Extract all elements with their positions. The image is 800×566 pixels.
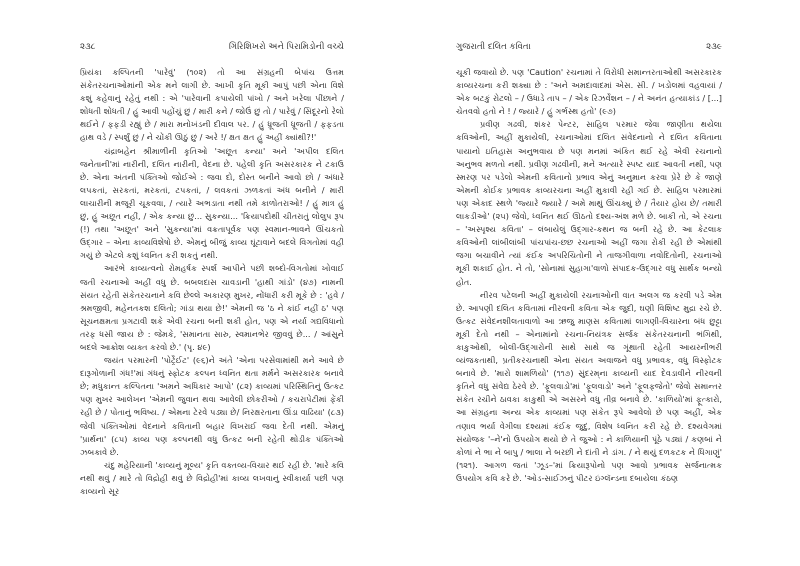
right-page [456, 0, 722, 566]
running-title: ગુજરાતી દલિત કવિતા [456, 42, 531, 52]
page-number: ૨૩૮ [80, 42, 96, 52]
paragraph: આરંભે કાવ્યત્વનો રોમહર્ષક સ્પર્શ આપીને પછી શબ્દો-વિગતોમાં ખોવાઈ જતી રચનાઓ અહીં વધુ છે. બબલદાસ ચાવડાની 'હાથી ગાંડો' (૪૭) નામની સંયત રહેતી સંકેતરચનાને કવિ છેલ્લે અકારણ મુખર, નોંધારી કરી મૂકે છે : 'હવે / શ્રમજીવી, મહેનતકશ દલિતો; ગાંડા થયા છે!' એમની જ 'ઠ ને કાંઈ નહીં ઠ' પણ સૂચનક્ષમતા પ્રગટાવી શકે એવી રચના બની શકી હોત, પણ એ નર્યા ગદ્યવિધાનો તરફ ધસી જાય છે : જેમકે, 'સમાનતા સારુ, સ્વમાનભેર જીવવું છે... / આંસુને બદલે આક્રોશ વ્યક્ત કરવો છે.' (પૃ. ૪૯) [80, 263, 344, 352]
left-page [80, 0, 344, 566]
paragraph: જયંત પરમારની 'પોર્ટ્રેઈટ' (૯૬)ને અંતે 'એના પરસેવામાંથી મને આવે છે દારૂગોળાની ગંધ!'માં ગંધનું સ્ફોટક કલ્પન ધ્વનિત થતા મર્મને અસરકારક બનાવે છે; મધુકાન્ત કલ્પિતના 'અમને અધિકાર આપો' (૮૨) કાવ્યમાં પરિસ્થિતિનું ઉત્કટ પણ મુખર આલેખન 'એમની જુવાન થવા આવેલી છોકરીઓ / કચરાપેટીમાં ફેંકી રહી છે / પોતાનું ભવિષ્ય. / એમના ટેરવે પડ્યા છે/ નિરક્ષરતાના ઊંડા વાઢિયા' (૮૩) જેવી પંક્તિઓમાં વેદનાને કવિતાની બહાર વિખરાઈ જવા દેતી નથી. એમનું 'પ્રાર્થના' (૮૫) કાવ્ય પણ કલ્પનથી વધુ ઉત્કટ બની રહેતી થોડીક પંક્તિઓ ઝબકાવે છે. [80, 355, 344, 457]
paragraph: પ્રિયંકા કલ્પિતની 'પારેવું' (૧૦૨) તો આ સંગ્રહની બેપાંચ ઉત્તમ સંકેતરચનાઓમાંની એક મને લાગી છે. આખી કૃતિ મૂકી આપું પછી એના વિશે કશું કહેવાનું રહેતું નથી : એ 'પારેવાની કપાયેલી પાંખો / અને ખરેલા પીંછાને / શોધતી શોધતી / હું આવી પહોંચું છું / મારી કને / જોઉં છું તો / પારેવું / સિંદૂરનો રેલો થઈને / ફફડી રહ્યું છે / મારા મનોખંડની દીવાલ પર. / હું ધ્રૂજતી ધ્રૂજતી / ફફડતા હાથ વડે / સ્પર્શું છું / ને ચોંકી ઊઠું છું / અરે !/ ક્ષત ક્ષત હું અહીં ક્યાંથી?!' [80, 67, 344, 143]
body-text [456, 66, 722, 485]
page-number: ૨૩૯ [706, 42, 722, 52]
paragraph: ચંદુ મહેરિયાની 'કાવ્યનું મૂલ્ય' કૃતિ વક્તવ્ય-વિચાર થઈ રહી છે. 'મારે કવિ નથી થવું / મારે તો વિદ્રોહી થવું છે વિદ્રોહી'માં કાવ્ય લખવાનું સ્વીકાર્યા પછી પણ કાવ્યનો સૂર [80, 459, 344, 496]
running-head [80, 40, 344, 54]
body-text [80, 66, 344, 498]
paragraph: ચંદ્રાબહેન શ્રીમાળીની કૃતિઓ 'અછૂત કન્યા' અને 'અપીલ દલિત જનેતાની'માં નારીની, દલિત નારીની, વેદના છે. પહેલી કૃતિ અસરકારક ને ટકાઉ છે. એના અંતની પંક્તિઓ જોઈએ : જવા દો, દોસ્ત બનીને આવો છો / અંધારે લપકતાં, સરકતાં, મરકતાં, ટપકતાં, / લવકતાં ઝળકતાં અંધ બનીને / મારી લાચારીની મજૂરી ચૂકવવા, / ત્યારે અભડાતા નથી તમે કાળોતરાઓ! / હું માત્ર હું છું, હું અછૂત નહીં, / એક કન્યા છું... સુકન્યા... 'ક્રિયાપદોથી ચીતરાતું લોલુપ રૂપ (!) તથા 'અછૂત' અને 'સુકન્યા'માં વક્રતાપૂર્વક પણ સ્વમાન-ભાવને ઊંચકતો ઉદ્ગાર – એના કાવ્યવિશેષો છે. એમનું બીજું કાવ્ય ઘૂંટાવાને બદલે વિગતોમાં વહી ગયું છે એટલે કશું ધ્વનિત કરી શકતું નથી. [80, 145, 344, 261]
paragraph: નીરવ પટેલની અહીં મુકાયેલી રચનાઓની વાત અલગ જ કરવી પડે એમ છે. આપણી દલિત કવિતામાં નીરવની કવિતા એક જુદી, ઘણી વિશિષ્ટ મુદ્રા રચે છે. ઉત્કટ સંવેદનશીલતાવાળો આ ઋજુ માણસ કવિતામાં લાગણી-વિચારના બંધ છુટ્ટા મૂકી દેતો નથી – એનામાંનો રચના-નિયંત્રક સર્જક સંકેતરચનાની ભંગિથી, કાકુઓથી, બોલી-ઉદ્ગારોની સાથે સાથે જ ગૂંથાતી રહેતી આયરનીભરી વ્યંજકતાથી, પ્રતીકરચનાથી એના સંયત અવાજને વધુ પ્રભાવક, વધુ વિસ્ફોટક બનાવે છે. 'મારો શામળિયો' (૧૧૭) સુંદરમ્‌ના કાવ્યની યાદ દેવડાવીને નીરવની કૃતિને વધુ સંવેદ્ય ઠેરવે છે. 'ફૂલવાડો'માં 'ફૂલવાડો' અને 'ફૂલફજેતો' જેવો સમાન્તર સંકેત રચીને ઠાવકા કાકુથી એ અસરને વધુ તીવ્ર બનાવે છે. 'કાળિયો'માં ફૂત્કારો, આ સંગ્રહના અન્ય એક કાવ્યમાં પણ સંકેત રૂપે આવેલો છે પણ અહીં, એક તણાવ ભર્યા વેગીલા દશ્યમાં કંઈક જુદું, વિશેષ ધ્વનિત કરી રહે છે. દશ્યવેગમાં સંયોજક '–ને'નો ઉપયોગ થયો છે તે જુઓ : ને કાળિયાની પૂંઠે પડ્યાં / કણબાં ને કોળાં ને ભા ને બાપુ / ભાલા ને બરછી ને દાંતી ને ડાંગ. / ને થયું દળકટક ને ધિંગાણું' (૧૨૧). આગળ જતાં 'ઝૂડ–'માં ક્રિયારૂપોનો પણ આવો પ્રભાવક સર્જનાત્મક ઉપયોગ કવિ કરે છે. 'ઓડ-સાઈઝનું પીટર ઇંગ્લૅન્ડના દબાયેલા કંઠણ [456, 289, 722, 483]
paragraph: ચૂકી જવાયો છે. પણ 'Caution' રચનામાં તે વિરોધી સમાન્તરતાઓથી અસરકારક કાવ્યરચના કરી શક્યા છે : 'અને અમદાવાદમાં એસ. સી. / ખડોલમાં વહવાયાં / એક બટકું રોટલો – / ઉધાડે તાપ – / એક રિઝર્વેશન – / ને અનંત હત્યાકાંડ / [...] ચેતવવો હતો ને ! / જ્યારે / હું ગર્ભસ્થ હતો' (૯૭) [456, 67, 722, 117]
running-title: ગિરિશિખરો અને પિરામિડોની વચ્ચે [228, 42, 344, 52]
paragraph: પ્રવીણ ગઢવી, શંકર પેન્ટર, સાહિલ પરમાર જેવા જાણીતા થયેલા કવિઓની, અહીં મુકાયેલી, રચનાઓમાં દલિત સંવેદનાનો ને દલિત કવિતાના પાયાનો ઇતિહાસ અનુભવાય છે પણ મનમાં અંકિત થઈ રહે એવી રચનાનો અનુભવ મળતો નથી. પ્રવીણ ગઢવીની, મને અત્યારે સ્પષ્ટ યાદ આવતી નથી, પણ સ્મરણ પર પડેલો એમની કવિતાનો પ્રભાવ એનું અનુમાન કરવા પ્રેરે છે કે જાણે એમની કોઈક પ્રભાવક કાવ્યરચના અહીં મુકાવી રહી ગઈ છે. સાહિલ પરમારમાં પણ એકાદ સ્થળે 'જ્યારે જ્યારે / અમે માથું ઊંચક્યું છે / તૈયાર હોય છે/ તમારી લાકડીઓ' (૨૫) જેવો, ધ્વનિત થઈ ઊઠતો દશ્ય-અંશ મળે છે. બાકી તો, એ રચના – 'અસ્પૃશ્ય કવિતા' – લંબાયેલું ઉદ્ગાર-કથન જ બની રહે છે. આ કેટલાક કવિઓની લાંબીલાંબી પાંચપાંચ-છછ રચનાઓ અહીં જગા રોકી રહી છે એમાંથી જગા બચાવીને ત્યાં કંઈક અપરિચિતોની ને તાજગીવાળા નવોદિતોની, રચનાઓ મૂકી શકાઈ હોત. ને તો, 'સોનામાં સુહાગા'વાળો સંપાદક-ઉદ્ગાર વધુ સાર્થક બન્યો હોત. [456, 119, 722, 287]
running-head [456, 40, 722, 54]
